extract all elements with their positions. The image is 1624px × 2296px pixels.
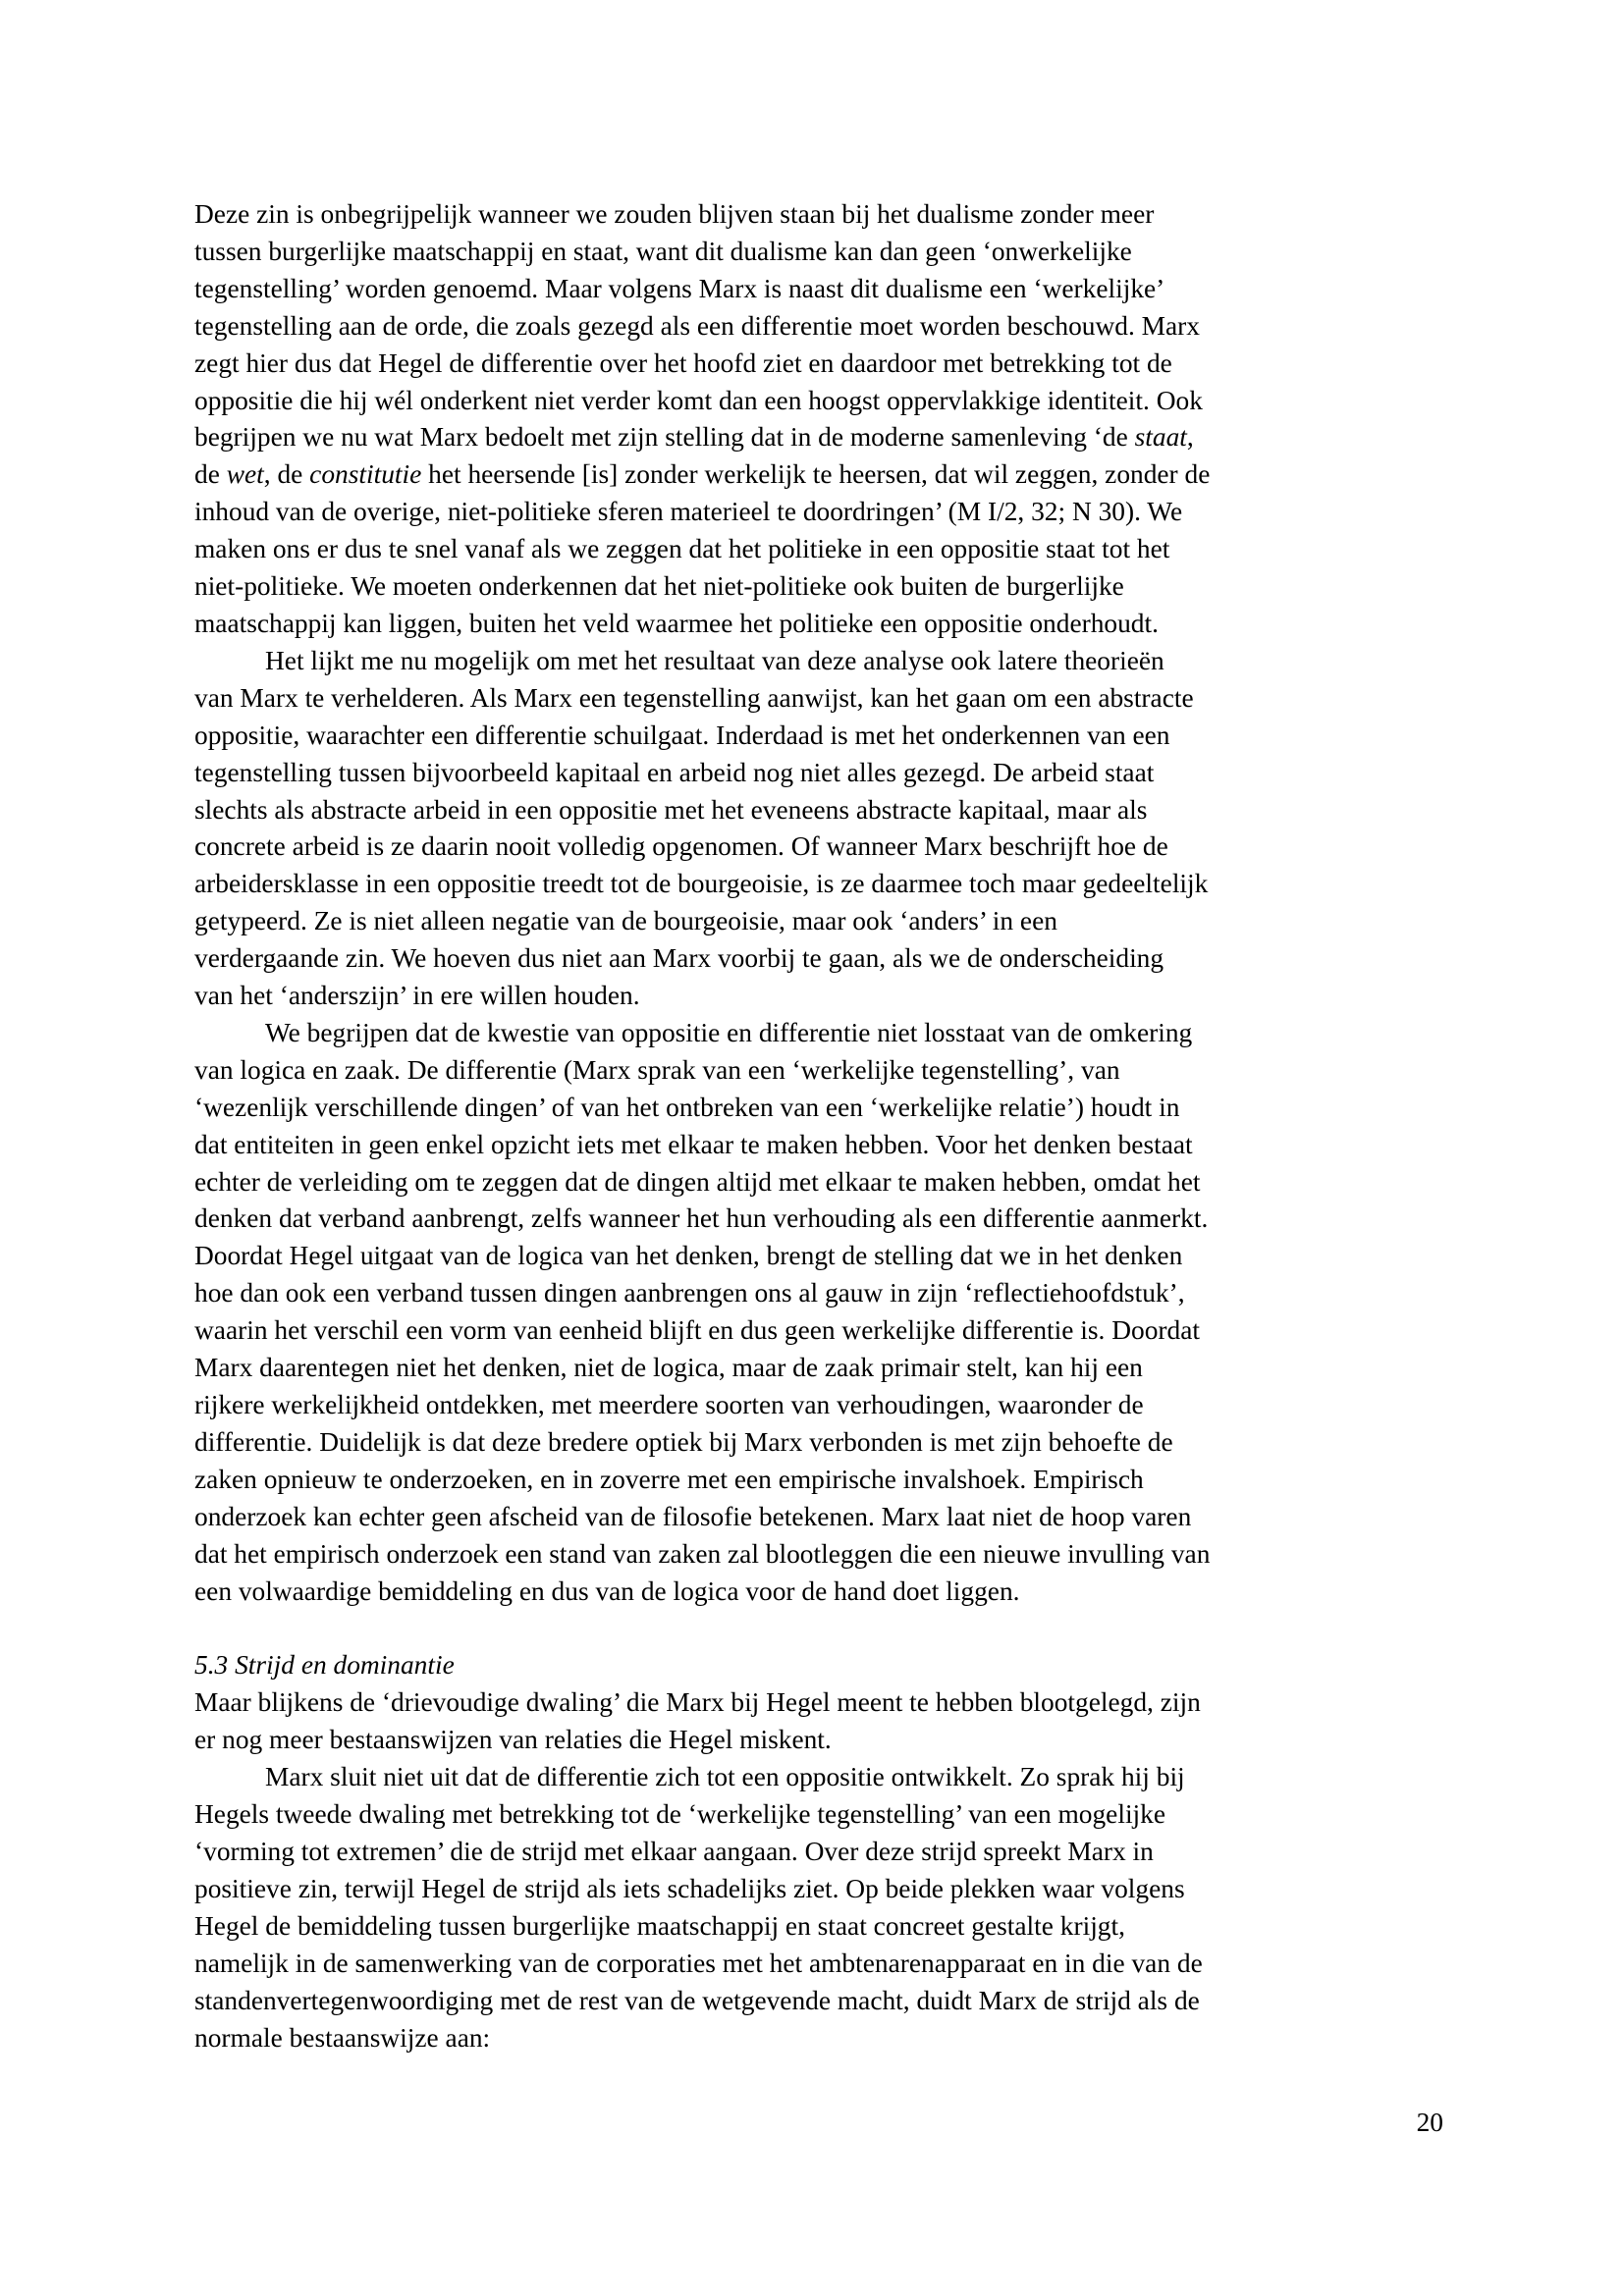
italic-term-constitutie: constitutie	[309, 459, 422, 490]
text-line: tussen burgerlijke maatschappij en staat, want dit dualisme kan dan geen ‘onwerkelijke	[194, 236, 1132, 266]
text-line: Hegel de bemiddeling tussen burgerlijke maatschappij en staat concreet gestalte krijgt,	[194, 1910, 1125, 1941]
text-line	[194, 456, 1443, 494]
text-line: tegenstelling’ worden genoemd. Maar volgens Marx is naast dit dualisme een ‘werkelijke’	[194, 273, 1165, 303]
text-line: We begrijpen dat de kwestie van oppositie en differentie niet losstaat van de omkering	[265, 1017, 1193, 1047]
text-line: zegt hier dus dat Hegel de differentie over het hoofd ziet en daardoor met betrekking tot de	[194, 347, 1172, 378]
text-line: er nog meer bestaanswijzen van relaties die Hegel miskent.	[194, 1725, 832, 1755]
text-line: Marx sluit niet uit dat de differentie zich tot een oppositie ontwikkelt. Zo sprak hij bij	[265, 1762, 1185, 1792]
text-line: denken dat verband aanbrengt, zelfs wanneer het hun verhouding als een differentie aanmerkt.	[194, 1203, 1209, 1234]
text-line: dat entiteiten in geen enkel opzicht iets met elkaar te maken hebben. Voor het denken bestaat	[194, 1129, 1193, 1159]
text-line: Maar blijkens de ‘drievoudige dwaling’ die Marx bij Hegel meent te hebben blootgelegd, zijn	[194, 1687, 1201, 1718]
text-line: inhoud van de overige, niet-politieke sferen materieel te doordringen’ (M I/2, 32; N 30). We	[194, 497, 1183, 527]
text-line: rijkere werkelijkheid ontdekken, met meerdere soorten van verhoudingen, waaronder de	[194, 1390, 1144, 1419]
text-line: dat het empirisch onderzoek een stand van zaken zal blootleggen die een nieuwe invulling van	[194, 1538, 1211, 1569]
text-line: van het ‘anderszijn’ in ere willen houden.	[194, 981, 640, 1011]
text-line: ‘wezenlijk verschillende dingen’ of van het ontbreken van een ‘werkelijke relatie’) houdt in	[194, 1092, 1180, 1122]
text-line: maatschappij kan liggen, buiten het veld waarmee het politieke een oppositie onderhoudt.	[194, 608, 1159, 638]
italic-term-wet: wet	[226, 459, 264, 490]
text-line: waarin het verschil een vorm van eenheid blijft en dus geen werkelijke differentie is. Doordat	[194, 1315, 1200, 1346]
text-line: verdergaande zin. We hoeven dus niet aan Marx voorbij te gaan, als we de onderscheiding	[194, 943, 1164, 974]
text-line: ‘vorming tot extremen’ die de strijd met elkaar aangaan. Over deze strijd spreekt Marx in	[194, 1836, 1154, 1866]
text-line: van logica en zaak. De differentie (Marx sprak van een ‘werkelijke tegenstelling’, van	[194, 1054, 1120, 1085]
text-line: tegenstelling tussen bijvoorbeeld kapitaal en arbeid nog niet alles gezegd. De arbeid staat	[194, 757, 1155, 787]
text-line: Marx daarentegen niet het denken, niet de logica, maar de zaak primair stelt, kan hij een	[194, 1353, 1143, 1383]
text-line: standenvertegenwoordiging met de rest van de wetgevende macht, duidt Marx de strijd als de	[194, 1985, 1200, 2015]
text-line: echter de verleiding om te zeggen dat de dingen altijd met elkaar te maken hebben, omdat het	[194, 1166, 1201, 1197]
text-line: maken ons er dus te snel vanaf als we zeggen dat het politieke in een oppositie staat tot het	[194, 534, 1170, 564]
text-line: differentie. Duidelijk is dat deze bredere optiek bij Marx verbonden is met zijn behoefte de	[194, 1426, 1173, 1457]
text-line: van Marx te verhelderen. Als Marx een tegenstelling aanwijst, kan het gaan om een abstracte	[194, 682, 1194, 713]
page-number: 20	[1416, 2108, 1443, 2137]
text-line: slechts als abstracte arbeid in een oppositie met het eveneens abstracte kapitaal, maar als	[194, 794, 1148, 825]
paragraph-3	[194, 1015, 1443, 1611]
section-heading: 5.3 Strijd en dominantie	[194, 1650, 455, 1681]
text-line: namelijk in de samenwerking van de corporaties met het ambtenarenapparaat en in die van de	[194, 1948, 1203, 1978]
text-line: oppositie die hij wél onderkent niet verder komt dan een hoogst oppervlakkige identiteit. Ook	[194, 385, 1203, 415]
text-line: Deze zin is onbegrijpelijk wanneer we zouden blijven staan bij het dualisme zonder meer	[194, 199, 1155, 229]
text-line: een volwaardige bemiddeling en dus van de logica voor de hand doet liggen.	[194, 1575, 1020, 1606]
text-line: zaken opnieuw te onderzoeken, en in zoverre met een empirische invalshoek. Empirisch	[194, 1464, 1144, 1494]
text-line	[194, 419, 1443, 456]
text-line: oppositie, waarachter een differentie schuilgaat. Inderdaad is met het onderkennen van een	[194, 720, 1170, 750]
text-run: , de	[263, 459, 310, 490]
paragraph-5	[194, 1759, 1443, 2056]
text-line: niet-politieke. We moeten onderkennen dat het niet-politieke ook buiten de burgerlijke	[194, 571, 1124, 602]
text-run: het heersende [is] zonder werkelijk te heersen, dat wil zeggen, zonder de	[421, 459, 1211, 490]
paragraph-1	[194, 196, 1443, 643]
text-run: begrijpen we nu wat Marx bedoelt met zijn stelling dat in de moderne samenleving ‘de	[194, 422, 1135, 453]
text-line: positieve zin, terwijl Hegel de strijd als iets schadelijks ziet. Op beide plekken waar volgens	[194, 1873, 1185, 1903]
italic-term-staat: staat	[1134, 422, 1187, 453]
spacer	[194, 1610, 1443, 1647]
paragraph-2	[194, 643, 1443, 1015]
text-line: onderzoek kan echter geen afscheid van de filosofie betekenen. Marx laat niet de hoop varen	[194, 1501, 1192, 1531]
text-line: Doordat Hegel uitgaat van de logica van het denken, brengt de stelling dat we in het denken	[194, 1241, 1183, 1271]
text-line: Hegels tweede dwaling met betrekking tot de ‘werkelijke tegenstelling’ van een mogelijke	[194, 1799, 1166, 1830]
text-line: Het lijkt me nu mogelijk om met het resultaat van deze analyse ook latere theorieën	[265, 645, 1164, 675]
text-line: getypeerd. Ze is niet alleen negatie van de bourgeoisie, maar ook ‘anders’ in een	[194, 906, 1057, 936]
text-run: de	[194, 459, 227, 490]
text-line: tegenstelling aan de orde, die zoals gezegd als een differentie moet worden beschouwd. Marx	[194, 310, 1200, 341]
text-line: normale bestaanswijze aan:	[194, 2022, 491, 2053]
text-line: hoe dan ook een verband tussen dingen aanbrengen ons al gauw in zijn ‘reflectiehoofdstuk’,	[194, 1278, 1185, 1308]
paragraph-4	[194, 1684, 1443, 1759]
text-run: ,	[1186, 422, 1194, 453]
text-line: arbeidersklasse in een oppositie treedt tot de bourgeoisie, is ze daarmee toch maar gedeeltelijk	[194, 869, 1209, 899]
page-body	[194, 196, 1443, 2056]
text-line: concrete arbeid is ze daarin nooit volledig opgenomen. Of wanneer Marx beschrijft hoe de	[194, 831, 1168, 862]
